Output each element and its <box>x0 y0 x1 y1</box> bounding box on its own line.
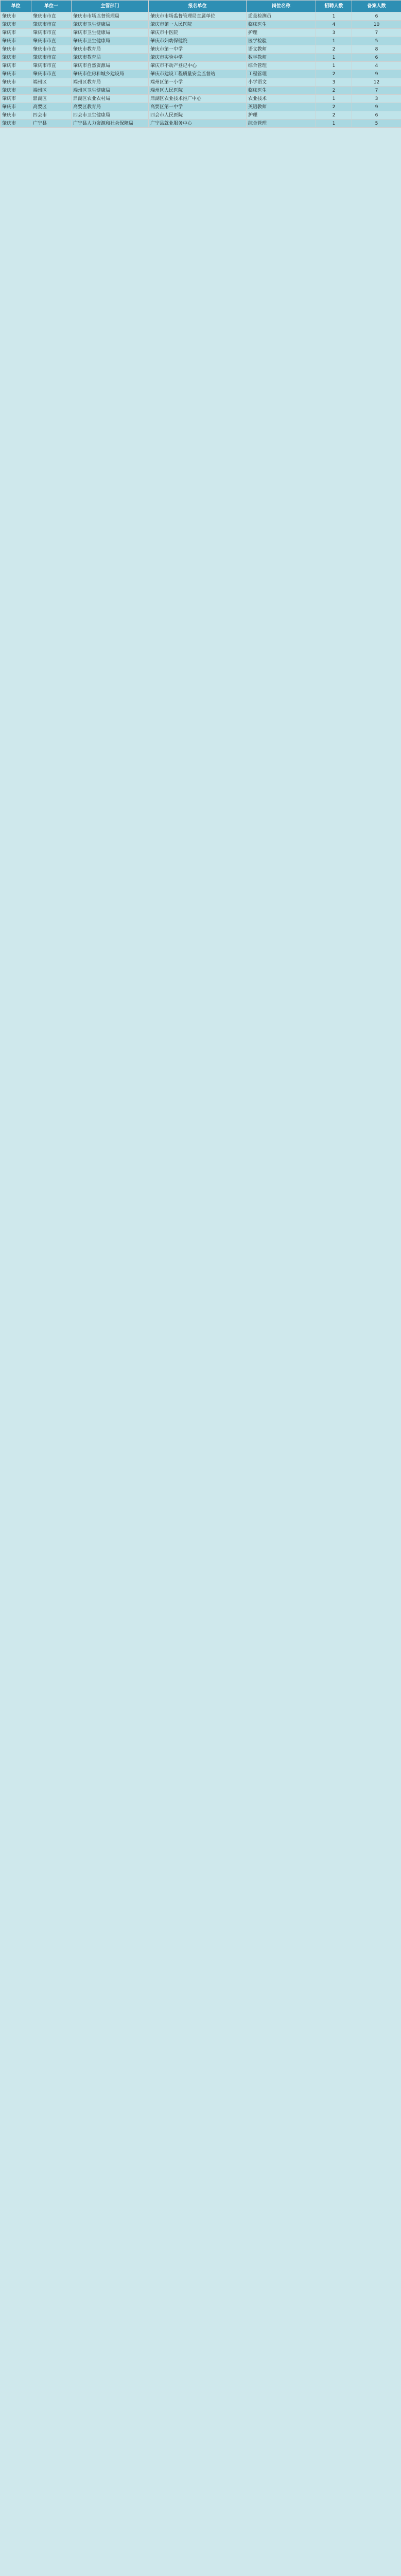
cell-unit: 肇庆市 <box>1 78 31 87</box>
cell-unit: 肇庆市 <box>1 37 31 45</box>
cell-department: 肇庆市卫生健康局 <box>72 29 149 37</box>
header-position: 岗位名称 <box>247 1 316 12</box>
cell-record-count: 7 <box>352 29 401 37</box>
cell-unit: 肇庆市 <box>1 87 31 95</box>
cell-record-count: 3 <box>352 95 401 103</box>
cell-unit-1: 四会市 <box>31 111 72 120</box>
cell-employer: 肇庆市第一人民医院 <box>149 21 247 29</box>
cell-unit-1: 肇庆市市直 <box>31 45 72 54</box>
cell-employer: 四会市人民医院 <box>149 111 247 120</box>
cell-department: 肇庆市住房和城乡建设局 <box>72 70 149 78</box>
cell-employer: 肇庆市市场监督管理局直属单位 <box>149 12 247 21</box>
table-row <box>1 62 401 70</box>
cell-unit: 肇庆市 <box>1 70 31 78</box>
cell-unit-1: 肇庆市市直 <box>31 29 72 37</box>
cell-unit: 肇庆市 <box>1 45 31 54</box>
cell-unit-1: 肇庆市市直 <box>31 21 72 29</box>
header-unit: 单位 <box>1 1 31 12</box>
cell-position: 质量检测员 <box>247 12 316 21</box>
cell-record-count: 12 <box>352 78 401 87</box>
cell-record-count: 4 <box>352 62 401 70</box>
cell-record-count: 7 <box>352 87 401 95</box>
cell-record-count: 5 <box>352 120 401 128</box>
header-record-count: 备案人数 <box>352 1 401 12</box>
cell-employer: 肇庆市妇幼保健院 <box>149 37 247 45</box>
cell-hiring-count: 1 <box>316 120 352 128</box>
table-header-row <box>1 1 401 12</box>
header-employer: 报名单位 <box>149 1 247 12</box>
cell-department: 广宁县人力资源和社会保障局 <box>72 120 149 128</box>
table-row <box>1 37 401 45</box>
cell-position: 农业技术 <box>247 95 316 103</box>
table-row <box>1 54 401 62</box>
cell-hiring-count: 4 <box>316 21 352 29</box>
cell-unit-1: 肇庆市市直 <box>31 12 72 21</box>
cell-hiring-count: 2 <box>316 111 352 120</box>
cell-department: 端州区卫生健康局 <box>72 87 149 95</box>
cell-record-count: 6 <box>352 12 401 21</box>
table-row <box>1 29 401 37</box>
table-row <box>1 70 401 78</box>
cell-department: 四会市卫生健康局 <box>72 111 149 120</box>
table-row <box>1 78 401 87</box>
recruitment-table <box>0 0 401 128</box>
cell-unit: 肇庆市 <box>1 103 31 111</box>
cell-unit-1: 端州区 <box>31 87 72 95</box>
table-row <box>1 21 401 29</box>
cell-unit-1: 鼎湖区 <box>31 95 72 103</box>
table-row <box>1 45 401 54</box>
cell-record-count: 9 <box>352 103 401 111</box>
cell-employer: 肇庆市第一中学 <box>149 45 247 54</box>
cell-unit: 肇庆市 <box>1 29 31 37</box>
cell-hiring-count: 1 <box>316 37 352 45</box>
cell-hiring-count: 1 <box>316 95 352 103</box>
cell-hiring-count: 1 <box>316 12 352 21</box>
cell-position: 综合管理 <box>247 62 316 70</box>
cell-position: 数学教师 <box>247 54 316 62</box>
cell-record-count: 9 <box>352 70 401 78</box>
cell-hiring-count: 3 <box>316 29 352 37</box>
cell-record-count: 6 <box>352 54 401 62</box>
cell-department: 肇庆市自然资源局 <box>72 62 149 70</box>
cell-unit-1: 广宁县 <box>31 120 72 128</box>
header-unit-1: 单位一 <box>31 1 72 12</box>
cell-unit: 肇庆市 <box>1 21 31 29</box>
cell-employer: 鼎湖区农业技术推广中心 <box>149 95 247 103</box>
cell-employer: 高要区第一中学 <box>149 103 247 111</box>
table-row <box>1 120 401 128</box>
cell-unit-1: 肇庆市市直 <box>31 37 72 45</box>
cell-position: 小学语文 <box>247 78 316 87</box>
cell-employer: 端州区人民医院 <box>149 87 247 95</box>
cell-department: 肇庆市卫生健康局 <box>72 21 149 29</box>
cell-hiring-count: 2 <box>316 45 352 54</box>
cell-department: 鼎湖区农业农村局 <box>72 95 149 103</box>
cell-unit-1: 肇庆市市直 <box>31 70 72 78</box>
cell-unit: 肇庆市 <box>1 54 31 62</box>
cell-hiring-count: 1 <box>316 54 352 62</box>
table-row <box>1 103 401 111</box>
cell-department: 肇庆市教育局 <box>72 54 149 62</box>
cell-record-count: 5 <box>352 37 401 45</box>
cell-unit: 肇庆市 <box>1 111 31 120</box>
cell-unit: 肇庆市 <box>1 12 31 21</box>
cell-unit: 肇庆市 <box>1 120 31 128</box>
cell-employer: 肇庆市不动产登记中心 <box>149 62 247 70</box>
cell-unit-1: 肇庆市市直 <box>31 62 72 70</box>
cell-unit-1: 肇庆市市直 <box>31 54 72 62</box>
table-body <box>1 12 401 128</box>
cell-department: 端州区教育局 <box>72 78 149 87</box>
cell-employer: 端州区第一小学 <box>149 78 247 87</box>
table-row <box>1 95 401 103</box>
cell-hiring-count: 2 <box>316 70 352 78</box>
cell-hiring-count: 2 <box>316 87 352 95</box>
cell-department: 肇庆市卫生健康局 <box>72 37 149 45</box>
table-row <box>1 111 401 120</box>
cell-record-count: 10 <box>352 21 401 29</box>
cell-department: 高要区教育局 <box>72 103 149 111</box>
cell-position: 英语教师 <box>247 103 316 111</box>
cell-unit-1: 端州区 <box>31 78 72 87</box>
cell-unit-1: 高要区 <box>31 103 72 111</box>
cell-department: 肇庆市市场监督管理局 <box>72 12 149 21</box>
cell-record-count: 8 <box>352 45 401 54</box>
table-row <box>1 87 401 95</box>
cell-employer: 肇庆市实验中学 <box>149 54 247 62</box>
cell-department: 肇庆市教育局 <box>72 45 149 54</box>
cell-position: 护理 <box>247 111 316 120</box>
cell-position: 语文教师 <box>247 45 316 54</box>
cell-position: 护理 <box>247 29 316 37</box>
cell-record-count: 6 <box>352 111 401 120</box>
cell-unit: 肇庆市 <box>1 95 31 103</box>
cell-position: 综合管理 <box>247 120 316 128</box>
cell-hiring-count: 2 <box>316 103 352 111</box>
cell-position: 医学检验 <box>247 37 316 45</box>
cell-position: 工程管理 <box>247 70 316 78</box>
cell-position: 临床医生 <box>247 87 316 95</box>
header-department: 主管部门 <box>72 1 149 12</box>
cell-employer: 肇庆市建设工程质量安全监督站 <box>149 70 247 78</box>
cell-employer: 广宁县就业服务中心 <box>149 120 247 128</box>
cell-position: 临床医生 <box>247 21 316 29</box>
cell-hiring-count: 3 <box>316 78 352 87</box>
cell-unit: 肇庆市 <box>1 62 31 70</box>
cell-employer: 肇庆市中医院 <box>149 29 247 37</box>
cell-hiring-count: 1 <box>316 62 352 70</box>
table-row <box>1 12 401 21</box>
header-hiring-count: 招聘人数 <box>316 1 352 12</box>
